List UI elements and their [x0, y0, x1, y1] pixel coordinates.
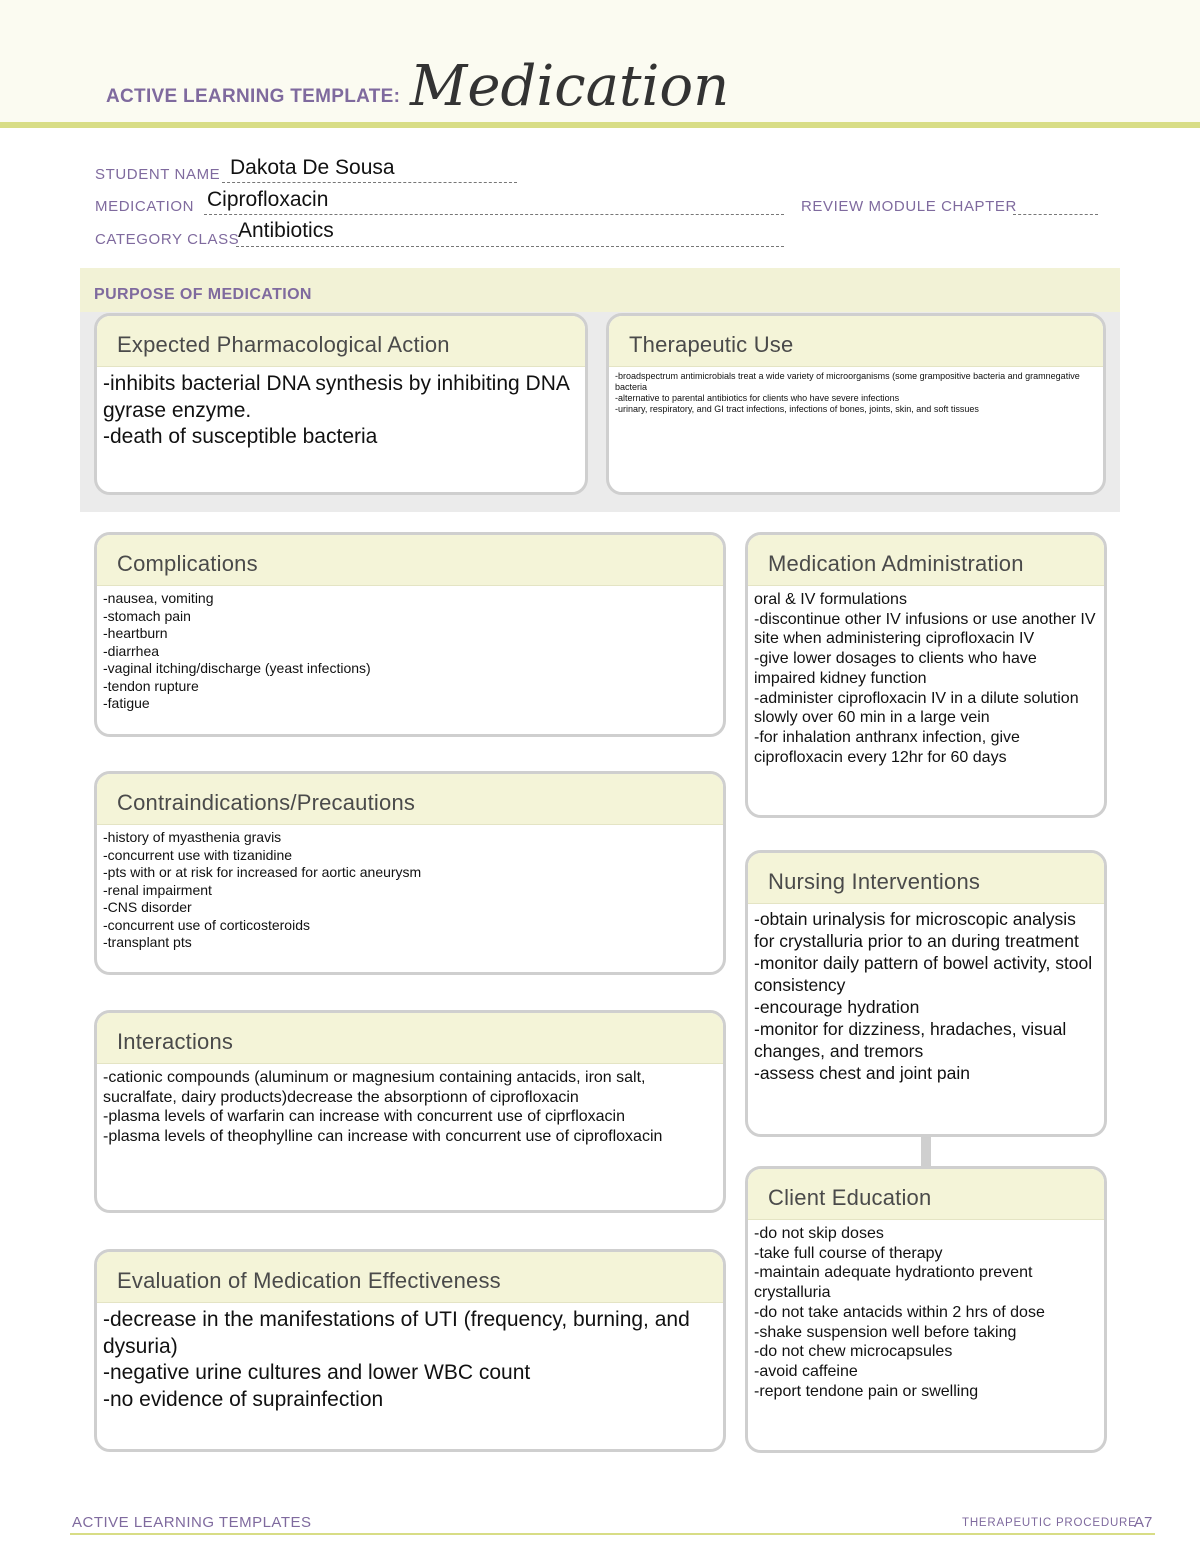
complications-text[interactable]: -nausea, vomiting -stomach pain -heartburn -diarrhea -vaginal itching/discharge (yeast infections) -tendon rupture -fatigue: [103, 590, 371, 711]
box-connector: [921, 1136, 931, 1166]
medication-administration-text[interactable]: oral & IV formulations -discontinue other IV infusions or use another IV site when administering ciprofloxacin IV -give lower dosages to clients who have impaired kidney function -administer ciprofloxacin IV in a dilute solution slowly over 60 min in a large vein -for inhalation anthranx infection, give ciprofloxacin every 12hr for 60 days: [754, 591, 1096, 766]
evaluation-header: [97, 1252, 723, 1303]
template-title: Medication: [410, 54, 730, 119]
category-class-field[interactable]: Antibiotics: [238, 219, 334, 242]
complications-box: [94, 532, 726, 737]
nursing-interventions-header: [748, 853, 1104, 904]
footer-right: THERAPEUTIC PROCEDURE: [962, 1517, 1137, 1529]
footer-left: ACTIVE LEARNING TEMPLATES: [72, 1514, 312, 1531]
contraindications-text[interactable]: -history of myasthenia gravis -concurrent use with tizanidine -pts with or at risk for increased for aortic aneurysm -renal impairment -CNS disorder -concurrent use of corticosteroids -transplant pts: [103, 829, 422, 950]
nursing-interventions-text[interactable]: -obtain urinalysis for microscopic analysis for crystalluria prior to an during treatment -monitor daily pattern of bowel activity, stool consistency -encourage hydration -monitor for dizziness, hradaches, visual changes, and tremors -assess chest and joint pain: [754, 909, 1093, 1083]
client-education-text[interactable]: -do not skip doses -take full course of therapy -maintain adequate hydrationto prevent crystalluria -do not take antacids within 2 hrs of dose -shake suspension well before taking -do not chew microcapsules -avoid caffeine -report tendone pain or swelling: [754, 1225, 1045, 1400]
therapeutic-use-header: [609, 316, 1103, 367]
medication-field[interactable]: Ciprofloxacin: [207, 188, 329, 211]
contraindications-title: Contraindications/Precautions: [117, 790, 416, 815]
interactions-box: [94, 1010, 726, 1213]
expected-action-box: [94, 313, 588, 495]
student-name-field[interactable]: Dakota De Sousa: [230, 156, 395, 179]
contraindications-header: [97, 774, 723, 825]
complications-header: [97, 535, 723, 586]
therapeutic-use-box: [606, 313, 1106, 495]
nursing-interventions-box: [745, 850, 1107, 1137]
evaluation-text[interactable]: -decrease in the manifestations of UTI (frequency, burning, and dysuria) -negative urine cultures and lower WBC count -no evidence of suprainfection: [103, 1308, 690, 1411]
client-education-title: Client Education: [768, 1185, 932, 1210]
therapeutic-use-title: Therapeutic Use: [629, 332, 794, 357]
expected-action-title: Expected Pharmacological Action: [117, 332, 450, 357]
student-name-underline: [222, 182, 517, 183]
review-module-field[interactable]: [1013, 214, 1098, 215]
medication-underline: [204, 214, 784, 215]
purpose-title: PURPOSE OF MEDICATION: [94, 286, 312, 303]
category-class-label: CATEGORY CLASS: [95, 231, 240, 248]
template-label: ACTIVE LEARNING TEMPLATE:: [106, 86, 401, 107]
page-number: A7: [1134, 1514, 1153, 1531]
complications-title: Complications: [117, 551, 258, 576]
student-name-label: STUDENT NAME: [95, 166, 221, 183]
review-module-label: REVIEW MODULE CHAPTER: [801, 198, 1017, 215]
medication-administration-header: [748, 535, 1104, 586]
client-education-header: [748, 1169, 1104, 1220]
expected-action-header: [97, 316, 585, 367]
client-education-box: [745, 1166, 1107, 1453]
header-rule: [0, 122, 1200, 128]
medication-label: MEDICATION: [95, 198, 195, 215]
category-class-underline: [236, 246, 784, 247]
medication-administration-title: Medication Administration: [768, 551, 1024, 576]
nursing-interventions-title: Nursing Interventions: [768, 869, 981, 894]
therapeutic-use-text[interactable]: -broadspectrum antimicrobials treat a wide variety of microorganisms (some grampositive bacteria and gramnegative bacteria -alternative to parental antibiotics for clients who have severe infections -urinary, respiratory, and GI tract infections, infections of bones, joints, skin, and soft tissues: [615, 371, 1080, 414]
contraindications-box: [94, 771, 726, 975]
footer-rule: [70, 1533, 1155, 1535]
evaluation-title: Evaluation of Medication Effectiveness: [117, 1268, 501, 1293]
expected-action-text[interactable]: -inhibits bacterial DNA synthesis by inhibiting DNA gyrase enzyme. -death of susceptible bacteria: [103, 372, 569, 448]
medication-administration-box: [745, 532, 1107, 818]
evaluation-box: [94, 1249, 726, 1452]
interactions-header: [97, 1013, 723, 1064]
interactions-title: Interactions: [117, 1029, 234, 1054]
interactions-text[interactable]: -cationic compounds (aluminum or magnesium containing antacids, iron salt, sucralfate, dairy products)decrease the absorptionn of ciprofloxacin -plasma levels of warfarin can increase with concurrent use of ciprfloxacin -plasma levels of theophylline can increase with concurrent use of ciprofloxacin: [103, 1069, 663, 1146]
